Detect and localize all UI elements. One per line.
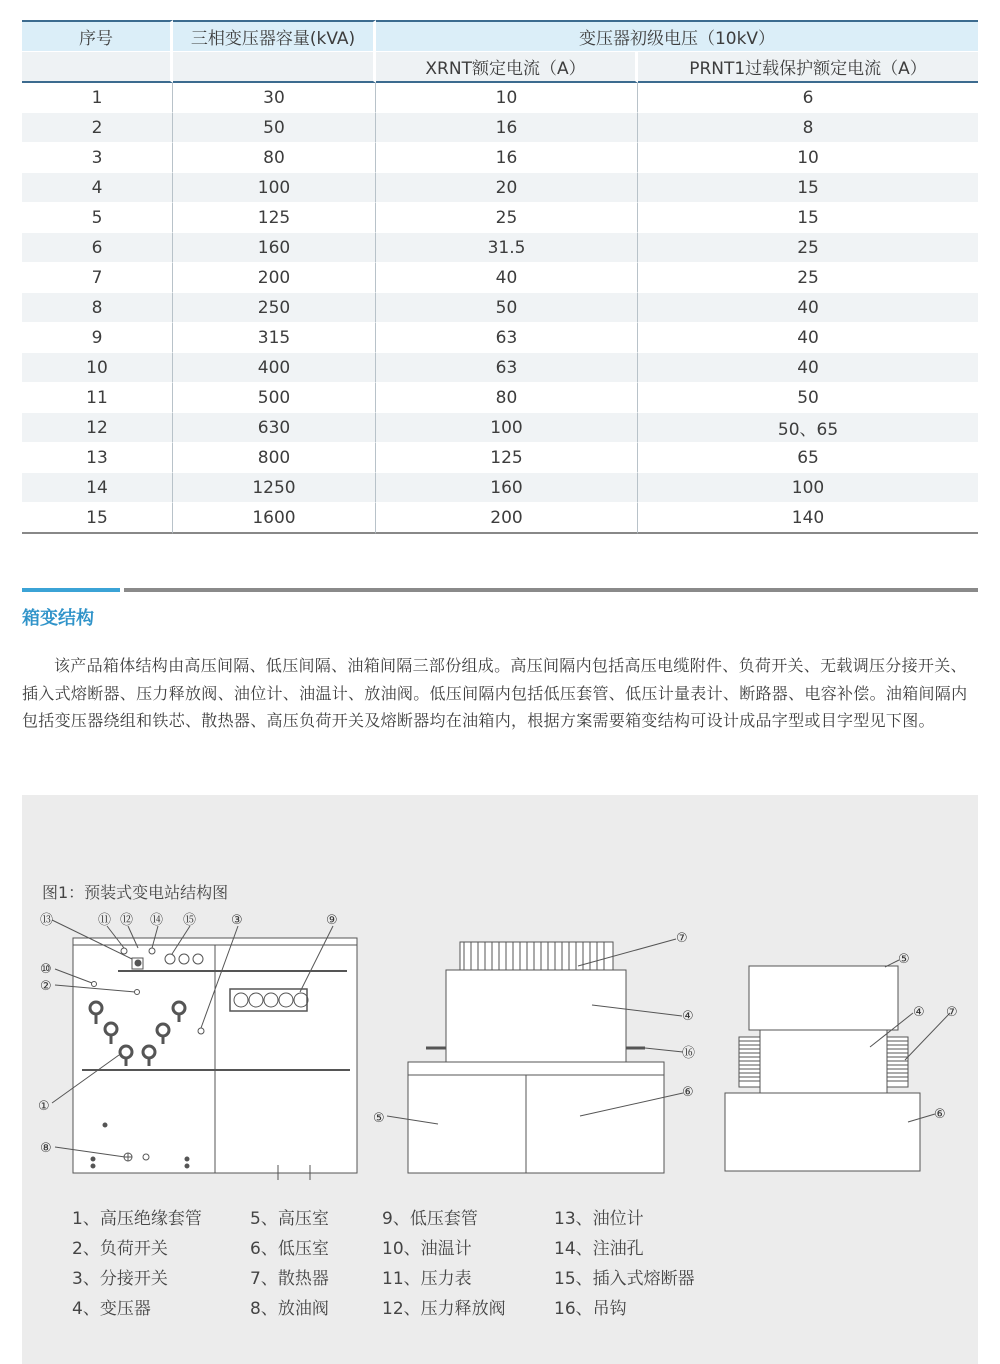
- callout-13: ⑬: [40, 913, 54, 928]
- callout-6-right: ⑥: [934, 1107, 946, 1122]
- cell-index: 15: [22, 503, 173, 534]
- cell-xrnt: 63: [376, 323, 638, 353]
- cell-xrnt: 80: [376, 383, 638, 413]
- cell-prnt: 10: [638, 143, 978, 173]
- cell-index: 9: [22, 323, 173, 353]
- right-tank: [760, 1030, 887, 1093]
- callout-3: ③: [231, 913, 243, 928]
- legend-item: 16、吊钩: [554, 1299, 627, 1319]
- cell-capacity: 160: [173, 233, 376, 263]
- header-prnt: PRNT1过载保护额定电流（A）: [638, 52, 978, 83]
- callout-14: ⑭: [150, 913, 164, 928]
- cell-index: 14: [22, 473, 173, 503]
- cell-capacity: 30: [173, 83, 376, 113]
- header-capacity: 三相变压器容量(kVA): [173, 20, 376, 52]
- cell-index: 7: [22, 263, 173, 293]
- legend-item: 8、放油阀: [250, 1299, 329, 1319]
- cell-prnt: 40: [638, 293, 978, 323]
- middle-base: [408, 1062, 664, 1173]
- cell-capacity: 100: [173, 173, 376, 203]
- callout-5-mid: ⑤: [373, 1111, 385, 1126]
- cell-index: 11: [22, 383, 173, 413]
- cell-xrnt: 10: [376, 83, 638, 113]
- cell-prnt: 40: [638, 323, 978, 353]
- cell-index: 5: [22, 203, 173, 233]
- legend-item: 6、低压室: [250, 1239, 329, 1259]
- legend-item: 2、负荷开关: [72, 1239, 168, 1259]
- legend-item: 7、散热器: [250, 1269, 329, 1289]
- header-index: 序号: [22, 20, 173, 52]
- cell-xrnt: 160: [376, 473, 638, 503]
- callout-1: ①: [38, 1099, 50, 1114]
- callout-15: ⑮: [183, 913, 197, 928]
- legend-column-1: [72, 1204, 202, 1324]
- cell-prnt: 140: [638, 503, 978, 534]
- callout-8: ⑧: [40, 1141, 52, 1156]
- cell-index: 12: [22, 413, 173, 443]
- header-xrnt: XRNT额定电流（A）: [376, 52, 638, 83]
- cell-xrnt: 40: [376, 263, 638, 293]
- cell-capacity: 1600: [173, 503, 376, 534]
- callout-4-right: ④: [913, 1005, 925, 1020]
- callout-11: ⑪: [98, 913, 112, 928]
- cell-prnt: 15: [638, 203, 978, 233]
- header-primary-voltage: 变压器初级电压（10kV）: [376, 20, 978, 52]
- cell-index: 13: [22, 443, 173, 473]
- cell-xrnt: 200: [376, 503, 638, 534]
- cell-prnt: 65: [638, 443, 978, 473]
- cell-prnt: 100: [638, 473, 978, 503]
- cell-prnt: 6: [638, 83, 978, 113]
- cell-capacity: 50: [173, 113, 376, 143]
- legend-item: 10、油温计: [382, 1239, 472, 1259]
- cell-capacity: 315: [173, 323, 376, 353]
- legend-item: 3、分接开关: [72, 1269, 168, 1289]
- cell-index: 3: [22, 143, 173, 173]
- right-base: [725, 1093, 920, 1171]
- cell-capacity: 1250: [173, 473, 376, 503]
- cell-capacity: 800: [173, 443, 376, 473]
- cell-prnt: 40: [638, 353, 978, 383]
- legend-item: 11、压力表: [382, 1269, 472, 1289]
- callout-16: ⑯: [682, 1046, 696, 1061]
- callout-6-mid: ⑥: [682, 1085, 694, 1100]
- cell-capacity: 125: [173, 203, 376, 233]
- section-title: 箱变结构: [22, 608, 94, 629]
- figure-title: 图1：预装式变电站结构图: [42, 883, 229, 902]
- right-top-box: [749, 966, 898, 1030]
- callout-10: ⑩: [40, 962, 52, 977]
- legend-item: 14、注油孔: [554, 1239, 644, 1259]
- callout-12: ⑫: [120, 913, 134, 928]
- cell-index: 10: [22, 353, 173, 383]
- cell-capacity: 630: [173, 413, 376, 443]
- callout-7-mid: ⑦: [676, 931, 688, 946]
- legend-column-3: [382, 1204, 506, 1324]
- cell-xrnt: 31.5: [376, 233, 638, 263]
- legend-item: 1、高压绝缘套管: [72, 1209, 202, 1229]
- callout-9: ⑨: [326, 913, 338, 928]
- cell-index: 4: [22, 173, 173, 203]
- cell-index: 6: [22, 233, 173, 263]
- callout-4-mid: ④: [682, 1009, 694, 1024]
- middle-tank: [446, 970, 626, 1062]
- cell-xrnt: 25: [376, 203, 638, 233]
- cell-prnt: 25: [638, 263, 978, 293]
- cell-xrnt: 63: [376, 353, 638, 383]
- cell-xrnt: 50: [376, 293, 638, 323]
- legend-item: 13、油位计: [554, 1209, 644, 1229]
- cell-prnt: 8: [638, 113, 978, 143]
- callout-5-right: ⑤: [898, 952, 910, 967]
- cell-index: 2: [22, 113, 173, 143]
- cell-xrnt: 100: [376, 413, 638, 443]
- callout-2: ②: [40, 979, 52, 994]
- cell-capacity: 80: [173, 143, 376, 173]
- legend-item: 12、压力释放阀: [382, 1299, 506, 1319]
- legend-item: 15、插入式熔断器: [554, 1269, 695, 1289]
- cell-xrnt: 16: [376, 113, 638, 143]
- cell-prnt: 50: [638, 383, 978, 413]
- legend-column-2: [250, 1204, 329, 1324]
- cell-index: 8: [22, 293, 173, 323]
- cell-xrnt: 125: [376, 443, 638, 473]
- legend-item: 9、低压套管: [382, 1209, 478, 1229]
- cell-capacity: 500: [173, 383, 376, 413]
- legend-item: 4、变压器: [72, 1299, 151, 1319]
- cell-xrnt: 20: [376, 173, 638, 203]
- callout-7-right: ⑦: [946, 1005, 958, 1020]
- cell-index: 1: [22, 83, 173, 113]
- cell-xrnt: 16: [376, 143, 638, 173]
- section-paragraph: 该产品箱体结构由高压间隔、低压间隔、油箱间隔三部份组成。高压间隔内包括高压电缆附件、负荷开关、无载调压分接开关、插入式熔断器、压力释放阀、油位计、油温计、放油阀。低压间隔内包括低压套管、低压计量表计、断路器、电容补偿。油箱间隔内包括变压器绕组和铁芯、散热器、高压负荷开关及熔断器均在油箱内，根据方案需要箱变结构可设计成品字型或目字型见下图。: [22, 656, 968, 730]
- cell-capacity: 250: [173, 293, 376, 323]
- cell-capacity: 200: [173, 263, 376, 293]
- cell-prnt: 50、65: [638, 413, 978, 443]
- cell-prnt: 25: [638, 233, 978, 263]
- cell-capacity: 400: [173, 353, 376, 383]
- legend-item: 5、高压室: [250, 1209, 329, 1229]
- legend-column-4: [554, 1204, 695, 1324]
- cell-prnt: 15: [638, 173, 978, 203]
